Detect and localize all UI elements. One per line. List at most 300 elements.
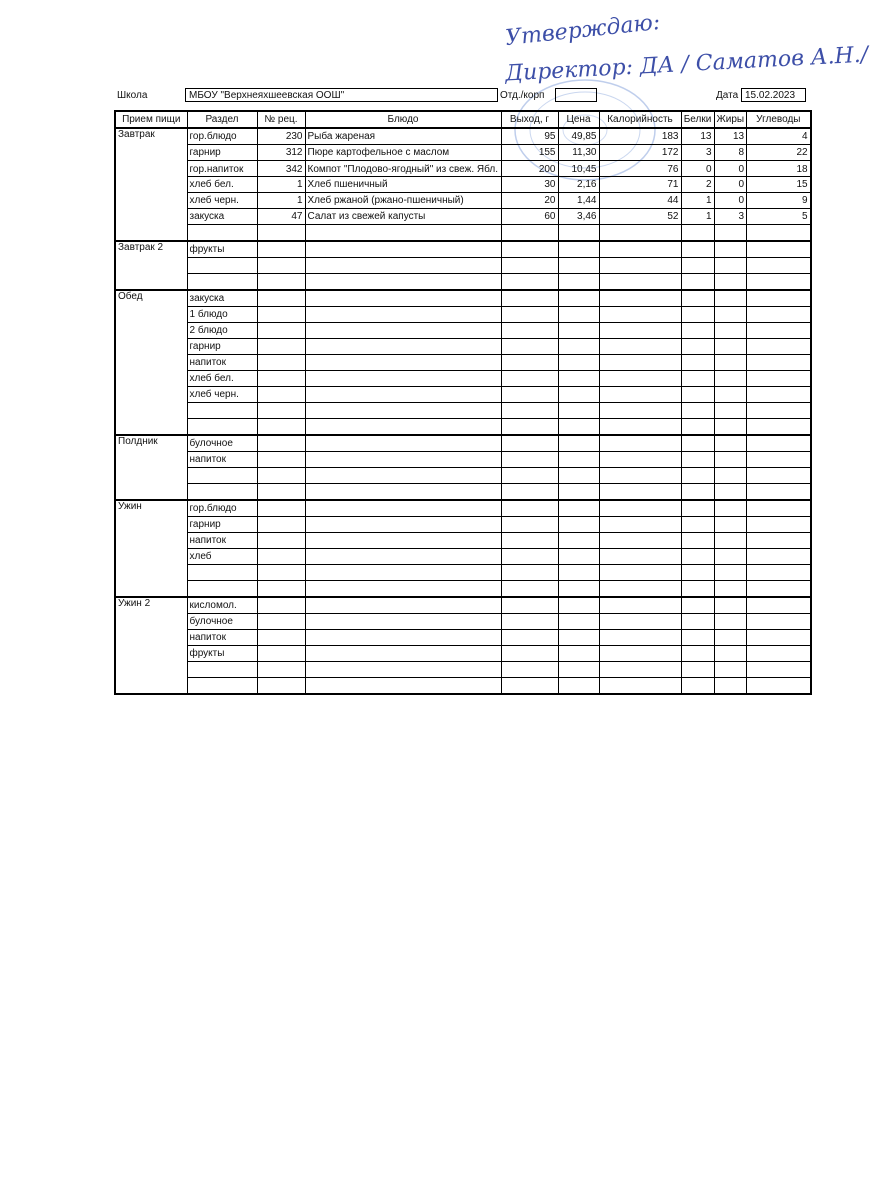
portion-weight: [501, 339, 558, 355]
calories: [599, 646, 681, 662]
price: [558, 435, 599, 452]
carbohydrates: [747, 646, 811, 662]
portion-weight: [501, 678, 558, 695]
column-header: Выход, г: [501, 111, 558, 128]
table-header-row: [115, 111, 811, 128]
proteins: [681, 517, 714, 533]
dish-name: [305, 387, 501, 403]
price: [558, 290, 599, 307]
section-name: [187, 581, 257, 598]
fats: [714, 662, 747, 678]
table-row: [115, 435, 811, 452]
proteins: [681, 225, 714, 242]
portion-weight: [501, 371, 558, 387]
dish-name: [305, 646, 501, 662]
recipe-number: [257, 581, 305, 598]
price: [558, 258, 599, 274]
portion-weight: [501, 274, 558, 291]
price: [558, 225, 599, 242]
dish-name: Пюре картофельное с маслом: [305, 145, 501, 161]
fats: 0: [714, 177, 747, 193]
table-row: [115, 241, 811, 258]
calories: [599, 630, 681, 646]
dish-name: [305, 258, 501, 274]
dish-name: [305, 597, 501, 614]
table-row: [115, 403, 811, 419]
fats: 0: [714, 161, 747, 177]
carbohydrates: 18: [747, 161, 811, 177]
fats: [714, 533, 747, 549]
calories: [599, 549, 681, 565]
recipe-number: 230: [257, 128, 305, 145]
column-header: Прием пищи: [115, 111, 187, 128]
carbohydrates: [747, 549, 811, 565]
fats: 0: [714, 193, 747, 209]
fats: [714, 403, 747, 419]
carbohydrates: [747, 290, 811, 307]
approval-signature-line2: Директор: ДА / Саматов А.Н./: [504, 42, 869, 87]
section-name: [187, 274, 257, 291]
portion-weight: [501, 581, 558, 598]
dish-name: [305, 290, 501, 307]
portion-weight: [501, 468, 558, 484]
dish-name: [305, 614, 501, 630]
dish-name: Салат из свежей капусты: [305, 209, 501, 225]
price: [558, 307, 599, 323]
recipe-number: 342: [257, 161, 305, 177]
dish-name: [305, 355, 501, 371]
recipe-number: [257, 323, 305, 339]
carbohydrates: [747, 517, 811, 533]
carbohydrates: [747, 307, 811, 323]
proteins: [681, 387, 714, 403]
dish-name: [305, 403, 501, 419]
price: [558, 630, 599, 646]
recipe-number: [257, 419, 305, 436]
fats: [714, 371, 747, 387]
meal-name: Завтрак: [115, 128, 187, 241]
meal-name: Полдник: [115, 435, 187, 500]
price: [558, 646, 599, 662]
calories: [599, 678, 681, 695]
portion-weight: [501, 662, 558, 678]
recipe-number: 1: [257, 177, 305, 193]
price: 11,30: [558, 145, 599, 161]
recipe-number: 312: [257, 145, 305, 161]
section-name: [187, 565, 257, 581]
carbohydrates: [747, 533, 811, 549]
carbohydrates: [747, 500, 811, 517]
proteins: [681, 241, 714, 258]
section-name: кисломол.: [187, 597, 257, 614]
carbohydrates: [747, 419, 811, 436]
proteins: [681, 355, 714, 371]
calories: [599, 435, 681, 452]
calories: [599, 225, 681, 242]
calories: [599, 371, 681, 387]
table-row: [115, 128, 811, 145]
school-name-field: МБОУ "Верхнеяхшеевская ООШ": [185, 88, 498, 102]
portion-weight: [501, 241, 558, 258]
dish-name: [305, 565, 501, 581]
section-name: 2 блюдо: [187, 323, 257, 339]
price: [558, 614, 599, 630]
fats: [714, 435, 747, 452]
price: [558, 549, 599, 565]
carbohydrates: [747, 452, 811, 468]
calories: 71: [599, 177, 681, 193]
carbohydrates: 15: [747, 177, 811, 193]
proteins: [681, 646, 714, 662]
fats: [714, 274, 747, 291]
meal-name: Ужин 2: [115, 597, 187, 694]
recipe-number: [257, 339, 305, 355]
fats: [714, 452, 747, 468]
dish-name: [305, 484, 501, 501]
calories: [599, 614, 681, 630]
fats: 3: [714, 209, 747, 225]
proteins: [681, 403, 714, 419]
price: [558, 323, 599, 339]
proteins: 13: [681, 128, 714, 145]
dish-name: [305, 435, 501, 452]
column-header: Белки: [681, 111, 714, 128]
calories: [599, 565, 681, 581]
calories: [599, 517, 681, 533]
section-name: [187, 468, 257, 484]
recipe-number: [257, 225, 305, 242]
recipe-number: [257, 662, 305, 678]
fats: [714, 468, 747, 484]
recipe-number: [257, 355, 305, 371]
proteins: [681, 307, 714, 323]
fats: [714, 225, 747, 242]
menu-body: [115, 128, 811, 694]
recipe-number: [257, 371, 305, 387]
fats: [714, 517, 747, 533]
carbohydrates: 22: [747, 145, 811, 161]
recipe-number: [257, 435, 305, 452]
portion-weight: 200: [501, 161, 558, 177]
calories: 44: [599, 193, 681, 209]
proteins: [681, 371, 714, 387]
section-name: [187, 258, 257, 274]
portion-weight: [501, 307, 558, 323]
dish-name: [305, 225, 501, 242]
recipe-number: [257, 517, 305, 533]
carbohydrates: [747, 403, 811, 419]
meal-name: Ужин: [115, 500, 187, 597]
school-label: Школа: [117, 90, 148, 101]
fats: [714, 549, 747, 565]
dish-name: [305, 241, 501, 258]
table-row: [115, 161, 811, 177]
carbohydrates: [747, 339, 811, 355]
calories: [599, 597, 681, 614]
carbohydrates: [747, 581, 811, 598]
proteins: [681, 597, 714, 614]
price: [558, 339, 599, 355]
column-header: Калорийность: [599, 111, 681, 128]
column-header: № рец.: [257, 111, 305, 128]
dish-name: [305, 533, 501, 549]
fats: [714, 387, 747, 403]
proteins: [681, 533, 714, 549]
portion-weight: 30: [501, 177, 558, 193]
portion-weight: [501, 549, 558, 565]
column-header: Углеводы: [747, 111, 811, 128]
carbohydrates: [747, 387, 811, 403]
price: 2,16: [558, 177, 599, 193]
proteins: [681, 565, 714, 581]
table-row: [115, 468, 811, 484]
calories: [599, 662, 681, 678]
price: [558, 662, 599, 678]
portion-weight: [501, 614, 558, 630]
proteins: [681, 290, 714, 307]
fats: [714, 339, 747, 355]
proteins: 2: [681, 177, 714, 193]
section-name: напиток: [187, 355, 257, 371]
proteins: [681, 484, 714, 501]
section-name: булочное: [187, 614, 257, 630]
carbohydrates: [747, 323, 811, 339]
fats: [714, 597, 747, 614]
calories: [599, 323, 681, 339]
calories: [599, 290, 681, 307]
column-header: Жиры: [714, 111, 747, 128]
fats: [714, 355, 747, 371]
proteins: [681, 435, 714, 452]
portion-weight: 155: [501, 145, 558, 161]
section-name: закуска: [187, 209, 257, 225]
column-header: Раздел: [187, 111, 257, 128]
price: [558, 581, 599, 598]
dept-field: [555, 88, 597, 102]
section-name: напиток: [187, 630, 257, 646]
table-row: [115, 452, 811, 468]
portion-weight: [501, 597, 558, 614]
price: [558, 274, 599, 291]
section-name: гор.блюдо: [187, 128, 257, 145]
dish-name: [305, 371, 501, 387]
section-name: хлеб бел.: [187, 177, 257, 193]
table-row: [115, 209, 811, 225]
price: [558, 533, 599, 549]
carbohydrates: [747, 630, 811, 646]
table-row: [115, 549, 811, 565]
table-row: [115, 145, 811, 161]
price: [558, 597, 599, 614]
fats: 8: [714, 145, 747, 161]
table-row: [115, 500, 811, 517]
portion-weight: [501, 452, 558, 468]
section-name: [187, 484, 257, 501]
calories: [599, 468, 681, 484]
carbohydrates: [747, 435, 811, 452]
section-name: фрукты: [187, 241, 257, 258]
portion-weight: 95: [501, 128, 558, 145]
dish-name: Хлеб ржаной (ржано-пшеничный): [305, 193, 501, 209]
section-name: хлеб бел.: [187, 371, 257, 387]
portion-weight: [501, 323, 558, 339]
dish-name: [305, 339, 501, 355]
portion-weight: [501, 225, 558, 242]
calories: [599, 484, 681, 501]
price: 1,44: [558, 193, 599, 209]
recipe-number: [257, 387, 305, 403]
section-name: булочное: [187, 435, 257, 452]
portion-weight: [501, 403, 558, 419]
carbohydrates: [747, 678, 811, 695]
calories: 183: [599, 128, 681, 145]
calories: [599, 258, 681, 274]
fats: [714, 258, 747, 274]
section-name: напиток: [187, 533, 257, 549]
dish-name: [305, 323, 501, 339]
recipe-number: [257, 500, 305, 517]
fats: [714, 241, 747, 258]
dept-label: Отд./корп: [500, 90, 545, 101]
portion-weight: [501, 435, 558, 452]
price: [558, 484, 599, 501]
fats: 13: [714, 128, 747, 145]
recipe-number: [257, 452, 305, 468]
carbohydrates: [747, 371, 811, 387]
table-row: [115, 533, 811, 549]
dish-name: [305, 468, 501, 484]
carbohydrates: [747, 565, 811, 581]
carbohydrates: [747, 258, 811, 274]
recipe-number: [257, 307, 305, 323]
price: [558, 371, 599, 387]
price: [558, 678, 599, 695]
table-row: [115, 177, 811, 193]
carbohydrates: [747, 662, 811, 678]
proteins: 1: [681, 193, 714, 209]
recipe-number: [257, 565, 305, 581]
fats: [714, 678, 747, 695]
carbohydrates: 5: [747, 209, 811, 225]
portion-weight: [501, 565, 558, 581]
proteins: 0: [681, 161, 714, 177]
calories: [599, 241, 681, 258]
price: [558, 387, 599, 403]
price: 10,45: [558, 161, 599, 177]
dish-name: [305, 452, 501, 468]
table-row: [115, 274, 811, 291]
section-name: [187, 403, 257, 419]
menu-table: [114, 110, 812, 695]
fats: [714, 290, 747, 307]
calories: [599, 274, 681, 291]
section-name: фрукты: [187, 646, 257, 662]
recipe-number: [257, 468, 305, 484]
column-header: Цена: [558, 111, 599, 128]
recipe-number: 1: [257, 193, 305, 209]
recipe-number: [257, 614, 305, 630]
portion-weight: [501, 484, 558, 501]
section-name: [187, 678, 257, 695]
table-row: [115, 419, 811, 436]
portion-weight: [501, 355, 558, 371]
portion-weight: 60: [501, 209, 558, 225]
fats: [714, 565, 747, 581]
carbohydrates: [747, 241, 811, 258]
calories: [599, 403, 681, 419]
price: [558, 403, 599, 419]
fats: [714, 484, 747, 501]
carbohydrates: [747, 468, 811, 484]
recipe-number: [257, 630, 305, 646]
column-header: Блюдо: [305, 111, 501, 128]
fats: [714, 581, 747, 598]
portion-weight: [501, 500, 558, 517]
table-row: [115, 630, 811, 646]
carbohydrates: [747, 274, 811, 291]
proteins: [681, 339, 714, 355]
calories: [599, 339, 681, 355]
proteins: [681, 500, 714, 517]
table-row: [115, 484, 811, 501]
table-row: [115, 581, 811, 598]
table-row: [115, 371, 811, 387]
portion-weight: [501, 290, 558, 307]
table-row: [115, 258, 811, 274]
section-name: хлеб черн.: [187, 193, 257, 209]
table-row: [115, 225, 811, 242]
price: [558, 468, 599, 484]
recipe-number: [257, 597, 305, 614]
portion-weight: [501, 419, 558, 436]
carbohydrates: [747, 225, 811, 242]
approval-signature-line1: Утверждаю:: [504, 9, 662, 52]
proteins: [681, 468, 714, 484]
dish-name: [305, 662, 501, 678]
price: [558, 517, 599, 533]
price: 3,46: [558, 209, 599, 225]
portion-weight: [501, 630, 558, 646]
price: 49,85: [558, 128, 599, 145]
table-row: [115, 517, 811, 533]
carbohydrates: [747, 355, 811, 371]
section-name: гор.блюдо: [187, 500, 257, 517]
section-name: 1 блюдо: [187, 307, 257, 323]
proteins: [681, 662, 714, 678]
table-row: [115, 646, 811, 662]
table-row: [115, 387, 811, 403]
section-name: гор.напиток: [187, 161, 257, 177]
dish-name: [305, 630, 501, 646]
recipe-number: [257, 258, 305, 274]
fats: [714, 500, 747, 517]
calories: [599, 307, 681, 323]
calories: [599, 452, 681, 468]
section-name: [187, 225, 257, 242]
calories: 172: [599, 145, 681, 161]
price: [558, 419, 599, 436]
proteins: [681, 581, 714, 598]
carbohydrates: 4: [747, 128, 811, 145]
proteins: 3: [681, 145, 714, 161]
section-name: гарнир: [187, 339, 257, 355]
recipe-number: [257, 549, 305, 565]
calories: [599, 533, 681, 549]
recipe-number: [257, 533, 305, 549]
proteins: [681, 452, 714, 468]
proteins: [681, 323, 714, 339]
price: [558, 452, 599, 468]
